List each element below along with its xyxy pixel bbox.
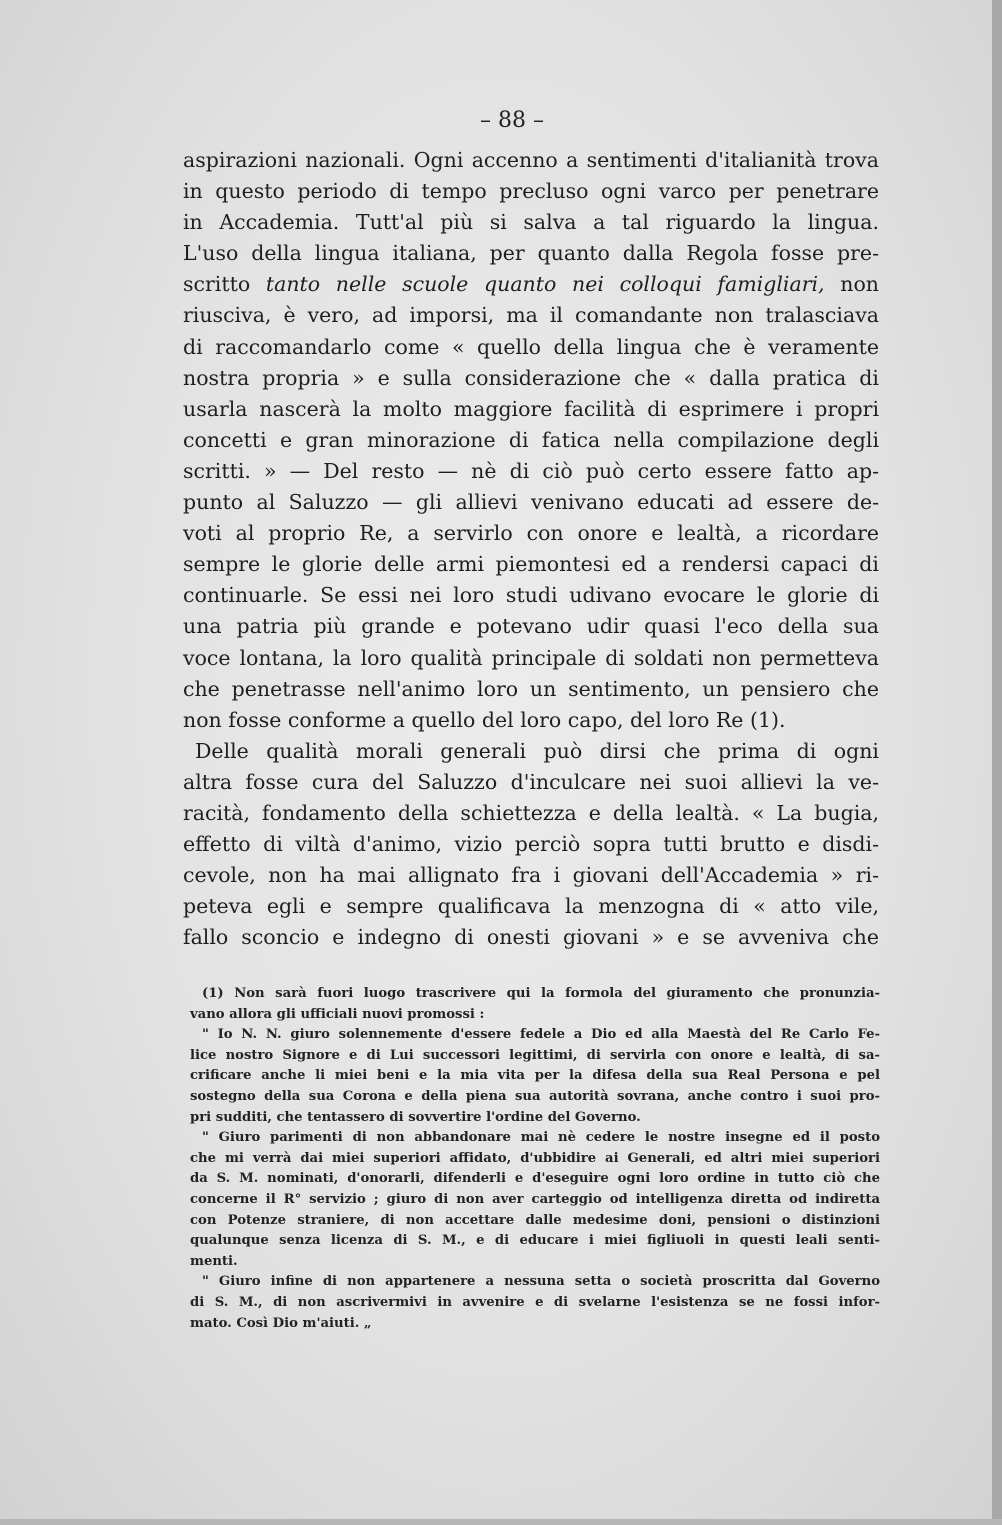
- text-line: usarla nascerà la molto maggiore facilità di esprimere i propri: [183, 396, 879, 421]
- page-edge-shadow: [992, 0, 1002, 1525]
- text-line: cevole, non ha mai allignato fra i giovani dell'Accademia » ri-: [183, 863, 879, 888]
- footnote-line: con Potenze straniere, di non accettare dalle medesime doni, pensioni o distinzioni: [190, 1212, 880, 1228]
- text-line: in Accademia. Tutt'al più si salva a tal riguardo la lingua.: [183, 210, 879, 235]
- text-line-italic-phrase: scritto tanto nelle scuole quanto nei colloqui famigliari, non: [183, 272, 880, 297]
- text-line: Delle qualità morali generali può dirsi che prima di ogni: [195, 738, 879, 763]
- footnote-line: vano allora gli ufficiali nuovi promossi :: [190, 1006, 485, 1022]
- text-line: una patria più grande e potevano udir quasi l'eco della sua: [183, 614, 879, 639]
- footnote-line: lice nostro Signore e di Lui successori legittimi, di servirla con onore e lealtà, di sa-: [190, 1047, 880, 1063]
- page-number: – 88 –: [480, 108, 544, 133]
- footnote-line: crificare anche li miei beni e la mia vita per la difesa della sua Real Persona e pel: [190, 1068, 880, 1084]
- italic-phrase: tanto nelle scuole quanto nei colloqui famigliari,: [265, 272, 825, 297]
- text-line: altra fosse cura del Saluzzo d'inculcare nei suoi allievi la ve-: [183, 769, 879, 794]
- text-line: voti al proprio Re, a servirlo con onore e lealtà, a ricordare: [183, 521, 879, 546]
- text-line: concetti e gran minorazione di fatica nella compilazione degli: [183, 427, 879, 452]
- text-line: in questo periodo di tempo precluso ogni varco per penetrare: [183, 179, 879, 204]
- text-line: nostra propria » e sulla considerazione che « dalla pratica di: [183, 365, 879, 390]
- page-bottom-edge: [0, 1519, 1002, 1525]
- footnote-line: pri sudditi, che tentassero di sovvertire l'ordine del Governo.: [190, 1109, 641, 1125]
- text-line: L'uso della lingua italiana, per quanto dalla Regola fosse pre-: [183, 241, 879, 266]
- text-line: racità, fondamento della schiettezza e della lealtà. « La bugia,: [183, 800, 879, 825]
- text-line: effetto di viltà d'animo, vizio perciò sopra tutti brutto e disdi-: [183, 832, 879, 857]
- text-line: scritti. » — Del resto — nè di ciò può certo essere fatto ap-: [183, 458, 879, 483]
- footnote-line: di S. M., di non ascrivermivi in avvenire e di svelarne l'esistenza se ne fossi infor-: [190, 1294, 880, 1310]
- footnote: [190, 984, 880, 1334]
- text-line: di raccomandarlo come « quello della lingua che è veramente: [183, 334, 879, 359]
- text-line: aspirazioni nazionali. Ogni accenno a sentimenti d'italianità trova: [183, 148, 879, 172]
- text-line: punto al Saluzzo — gli allievi venivano educati ad essere de-: [183, 490, 879, 515]
- text-line: voce lontana, la loro qualità principale di soldati non permetteva: [183, 645, 879, 670]
- text-line: che penetrasse nell'animo loro un sentimento, un pensiero che: [183, 676, 879, 701]
- footnote-line: " Io N. N. giuro solennemente d'essere fedele a Dio ed alla Maestà del Re Carlo Fe-: [202, 1027, 880, 1043]
- footnote-line: " Giuro parimenti di non abbandonare mai nè cedere le nostre insegne ed il posto: [202, 1130, 880, 1146]
- footnote-line: " Giuro infine di non appartenere a nessuna setta o società proscritta dal Governo: [202, 1274, 880, 1290]
- text-line: continuarle. Se essi nei loro studi udivano evocare le glorie di: [183, 583, 879, 608]
- footnote-line: menti.: [190, 1253, 238, 1269]
- footnote-line: da S. M. nominati, d'onorarli, difenderli e d'eseguire ogni loro ordine in tutto ciò che: [190, 1171, 880, 1187]
- text-line: non fosse conforme a quello del loro capo, del loro Re (1).: [183, 707, 786, 732]
- body-text: [183, 145, 879, 953]
- footnote-line: che mi verrà dai miei superiori affidato, d'ubbidire ai Generali, ed altri miei superiori: [190, 1150, 880, 1166]
- text-line: peteva egli e sempre qualificava la menzogna di « atto vile,: [183, 894, 879, 919]
- footnote-line: mato. Così Dio m'aiuti. „: [190, 1315, 372, 1331]
- footnote-line: (1) Non sarà fuori luogo trascrivere qui la formola del giuramento che pronunzia-: [202, 986, 880, 1001]
- footnote-line: concerne il R° servizio ; giuro di non aver carteggio od intelligenza diretta od indiretta: [190, 1191, 880, 1207]
- text-line: riusciva, è vero, ad imporsi, ma il comandante non tralasciava: [183, 303, 879, 328]
- text-line: sempre le glorie delle armi piemontesi ed a rendersi capaci di: [183, 552, 879, 577]
- text-line: fallo sconcio e indegno di onesti giovani » e se avveniva che: [183, 925, 879, 950]
- footnote-line: qualunque senza licenza di S. M., e di educare i miei figliuoli in questi leali senti-: [190, 1233, 880, 1249]
- footnote-line: sostegno della sua Corona e della piena sua autorità sovrana, anche contro i suoi pro-: [190, 1088, 880, 1104]
